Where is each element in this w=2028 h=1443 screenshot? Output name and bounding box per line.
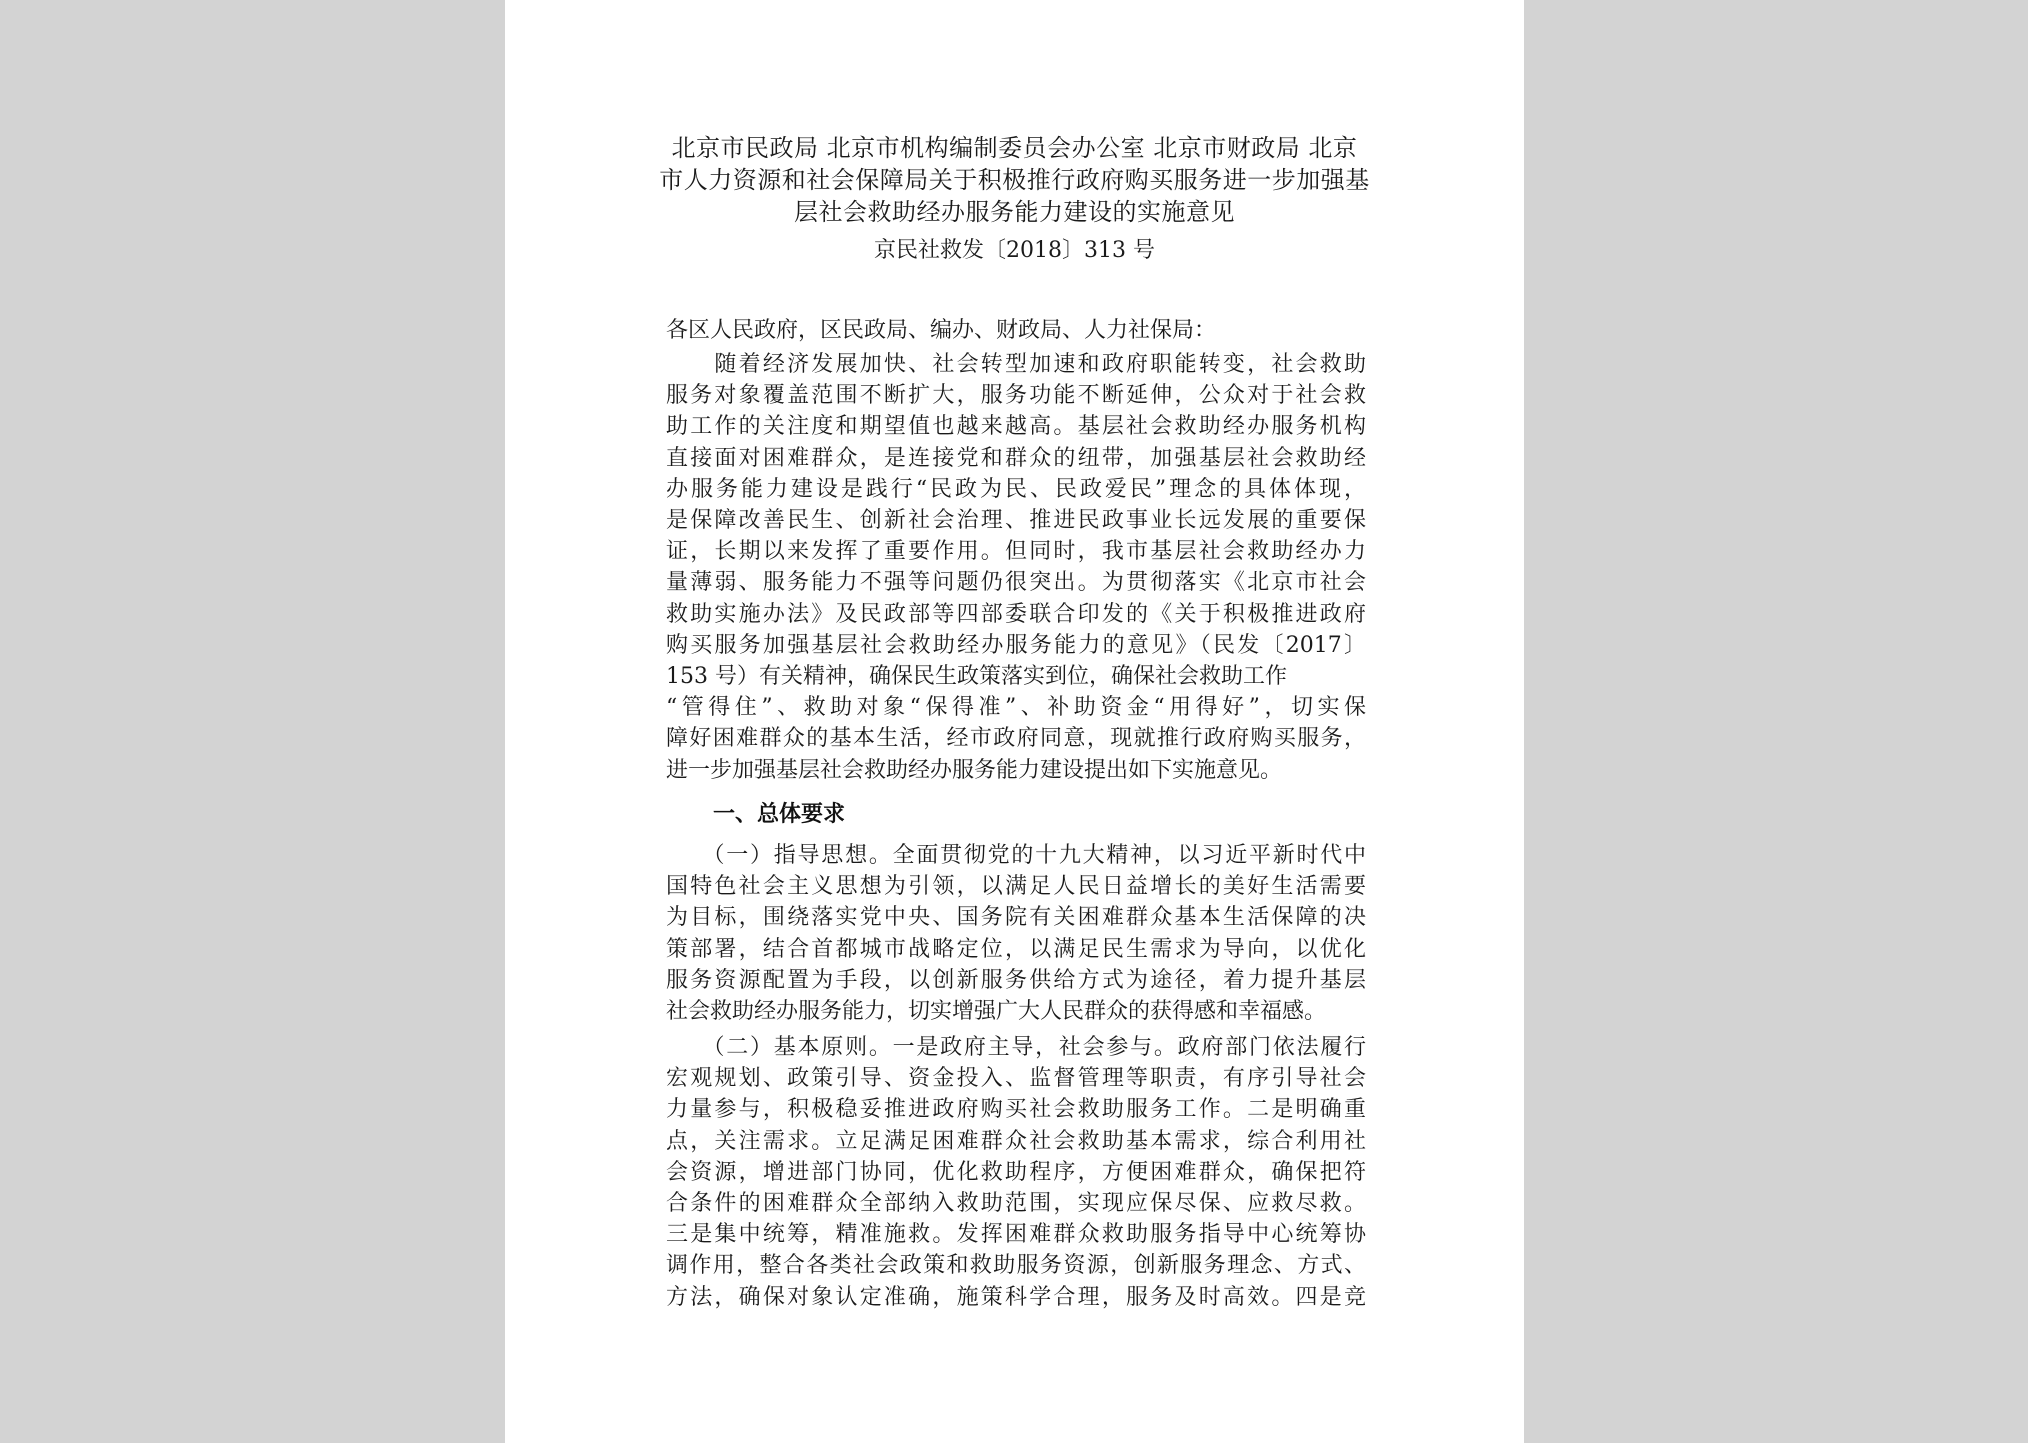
paragraph-line: 服务对象覆盖范围不断扩大，服务功能不断延伸，公众对于社会救 xyxy=(666,383,1366,409)
paragraph-line: 助工作的关注度和期望值也越来越高。基层社会救助经办服务机构 xyxy=(666,414,1366,440)
title-line: 市人力资源和社会保障局关于积极推行政府购买服务进一步加强基 xyxy=(659,166,1370,194)
section-heading: 一、总体要求 xyxy=(713,802,846,827)
paragraph-line: 进一步加强基层社会救助经办服务能力建设提出如下实施意见。 xyxy=(666,757,1283,783)
guiding-ideology-paragraph xyxy=(666,840,1366,1027)
paragraph-line: （二）基本原则。一是政府主导，社会参与。政府部门依法履行 xyxy=(666,1035,1366,1060)
paragraph-line: 直接面对困难群众，是连接党和群众的纽带，加强基层社会救助经 xyxy=(666,445,1366,471)
salutation xyxy=(666,315,1366,346)
paragraph-line: 随着经济发展加快、社会转型加速和政府职能转变，社会救助 xyxy=(666,352,1366,377)
paragraph-line: 为目标，围绕落实党中央、国务院有关困难群众基本生活保障的决 xyxy=(666,905,1366,931)
paragraph-line: 方法，确保对象认定准确，施策科学合理，服务及时高效。四是竞 xyxy=(666,1284,1366,1310)
paragraph-line: 点，关注需求。立足满足困难群众社会救助基本需求，综合利用社 xyxy=(666,1128,1366,1154)
document-title xyxy=(505,132,1524,228)
paragraph-line: 证，长期以来发挥了重要作用。但同时，我市基层社会救助经办力 xyxy=(666,539,1366,565)
basic-principles-paragraph xyxy=(666,1032,1366,1313)
paragraph-line: 国特色社会主义思想为引领，以满足人民日益增长的美好生活需要 xyxy=(666,874,1366,900)
paragraph-line: 三是集中统筹，精准施救。发挥困难群众救助服务指导中心统筹协 xyxy=(666,1222,1366,1248)
paragraph-line: 服务资源配置为手段，以创新服务供给方式为途径，着力提升基层 xyxy=(666,967,1366,993)
intro-paragraph xyxy=(666,349,1366,786)
paragraph-line: 救助实施办法》及民政部等四部委联合印发的《关于积极推进政府 xyxy=(666,601,1366,627)
paragraph-line: “管得住”、救助对象“保得准”、补助资金“用得好”，切实保 xyxy=(666,695,1366,721)
paragraph-line: 153 号）有关精神，确保民生政策落实到位，确保社会救助工作 xyxy=(666,664,1287,690)
paragraph-line: 社会救助经办服务能力，切实增强广大人民群众的获得感和幸福感。 xyxy=(666,999,1327,1025)
title-line: 层社会救助经办服务能力建设的实施意见 xyxy=(794,198,1235,226)
salutation-line: 各区人民政府，区民政局、编办、财政局、人力社保局： xyxy=(666,318,1217,343)
paragraph-line: 购买服务加强基层社会救助经办服务能力的意见》（民发〔2017〕 xyxy=(666,632,1366,658)
paragraph-line: 量薄弱、服务能力不强等问题仍很突出。为贯彻落实《北京市社会 xyxy=(666,570,1366,596)
paragraph-line: （一）指导思想。全面贯彻党的十九大精神，以习近平新时代中 xyxy=(666,843,1366,868)
paragraph-line: 合条件的困难群众全部纳入救助范围，实现应保尽保、应救尽救。 xyxy=(666,1191,1366,1217)
paragraph-line: 宏观规划、政策引导、资金投入、监督管理等职责，有序引导社会 xyxy=(666,1066,1366,1092)
paragraph-line: 策部署，结合首都城市战略定位，以满足民生需求为导向，以优化 xyxy=(666,936,1366,962)
paragraph-line: 是保障改善民生、创新社会治理、推进民政事业长远发展的重要保 xyxy=(666,508,1366,534)
paragraph-line: 调作用，整合各类社会政策和救助服务资源，创新服务理念、方式、 xyxy=(666,1253,1366,1279)
title-line: 北京市民政局 北京市机构编制委员会办公室 北京市财政局 北京 xyxy=(671,134,1358,162)
document-page xyxy=(505,0,1524,1443)
paragraph-line: 会资源，增进部门协同，优化救助程序，方便困难群众，确保把符 xyxy=(666,1159,1366,1185)
document-number: 京民社救发〔2018〕313 号 xyxy=(874,238,1155,263)
paragraph-line: 办服务能力建设是践行“民政为民、民政爱民”理念的具体体现， xyxy=(666,476,1366,502)
paragraph-line: 力量参与，积极稳妥推进政府购买社会救助服务工作。二是明确重 xyxy=(666,1097,1366,1123)
paragraph-line: 障好困难群众的基本生活，经市政府同意，现就推行政府购买服务， xyxy=(666,726,1366,752)
